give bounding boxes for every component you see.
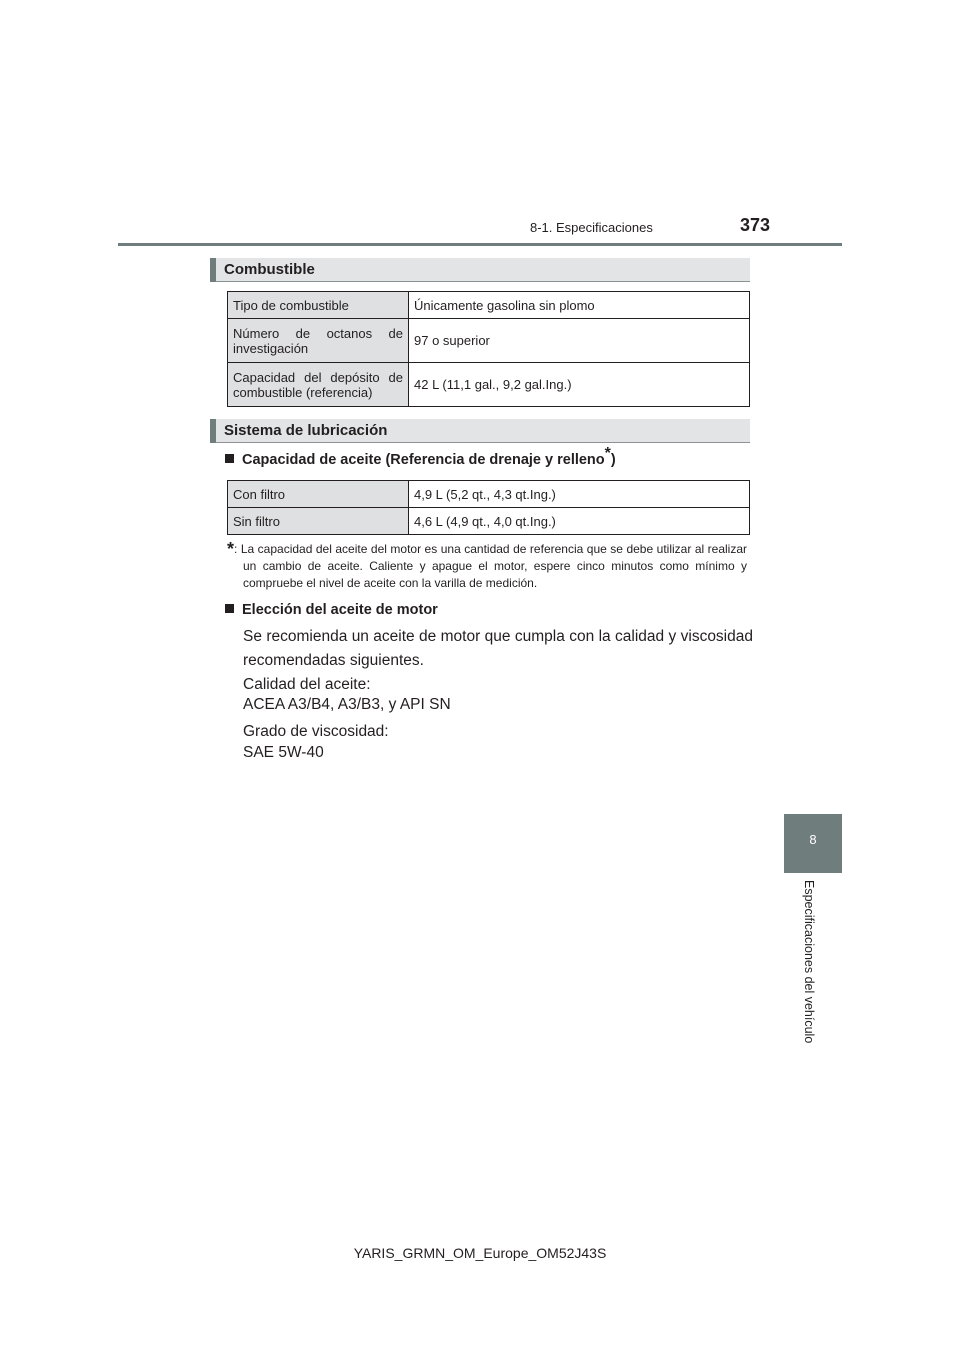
table-cell-value: 97 o superior	[409, 319, 750, 363]
document-code: YARIS_GRMN_OM_Europe_OM52J43S	[353, 1245, 607, 1261]
table-cell-value: 42 L (11,1 gal., 9,2 gal.Ing.)	[409, 363, 750, 407]
table-row	[228, 363, 750, 407]
oil-quality-label: Calidad del aceite:	[243, 676, 371, 693]
table-cell-value: 4,9 L (5,2 qt., 4,3 qt.Ing.)	[409, 481, 750, 508]
square-bullet-icon	[225, 454, 234, 463]
table-cell-label: Tipo de combustible	[228, 292, 409, 319]
section-heading-label: Sistema de lubricación	[224, 422, 388, 439]
subheading-text: Elección del aceite de motor	[242, 602, 438, 618]
viscosity-label: Grado de viscosidad:	[243, 723, 389, 740]
table-row	[228, 508, 750, 535]
oil-capacity-table	[227, 480, 750, 535]
footnote	[227, 541, 747, 592]
table-row	[228, 292, 750, 319]
table-cell-label: Sin filtro	[228, 508, 409, 535]
chapter-tab-number: 8	[809, 832, 817, 847]
subheading-oil-capacity	[225, 445, 616, 468]
table-cell-value: 4,6 L (4,9 qt., 4,0 qt.Ing.)	[409, 508, 750, 535]
table-cell-label: Número de octanos de investigación	[228, 319, 409, 363]
table-cell-value: Únicamente gasolina sin plomo	[409, 292, 750, 319]
table-row	[228, 319, 750, 363]
table-cell-label: Con filtro	[228, 481, 409, 508]
chapter-side-label: Especificaciones del vehículo	[802, 880, 816, 1044]
page-number: 373	[740, 215, 771, 235]
section-heading-lubricacion	[210, 419, 750, 443]
table-cell-label: Capacidad del depósito de combustible (referencia)	[228, 363, 409, 407]
subheading-close: )	[610, 452, 616, 468]
oil-selection-paragraph: Se recomienda un aceite de motor que cumpla con la calidad y viscosidad recomendadas siguientes.	[243, 628, 753, 669]
subheading-text: Capacidad de aceite (Referencia de drenaje y relleno	[242, 452, 605, 468]
section-heading-combustible	[210, 258, 750, 282]
square-bullet-icon	[225, 604, 234, 613]
footnote-marker: *	[227, 539, 235, 559]
subheading-oil-selection	[225, 602, 438, 618]
oil-quality-value: ACEA A3/B4, A3/B3, y API SN	[243, 696, 451, 713]
section-heading-label: Combustible	[224, 261, 315, 278]
fuel-spec-table	[227, 291, 750, 407]
table-row	[228, 481, 750, 508]
running-header-section: 8-1. Especificaciones	[530, 220, 653, 235]
footnote-marker: *	[604, 445, 611, 463]
viscosity-value: SAE 5W-40	[243, 744, 324, 761]
footnote-text: : La capacidad del aceite del motor es una cantidad de referencia que se debe utilizar al realizar un cambio de aceite. Caliente y apague el motor, espere cinco minutos como mínimo y compruebe el nivel de aceite con la varilla de medición.	[234, 542, 747, 590]
section-heading-underline	[216, 281, 750, 282]
section-heading-underline	[216, 442, 750, 443]
header-divider	[118, 243, 842, 246]
